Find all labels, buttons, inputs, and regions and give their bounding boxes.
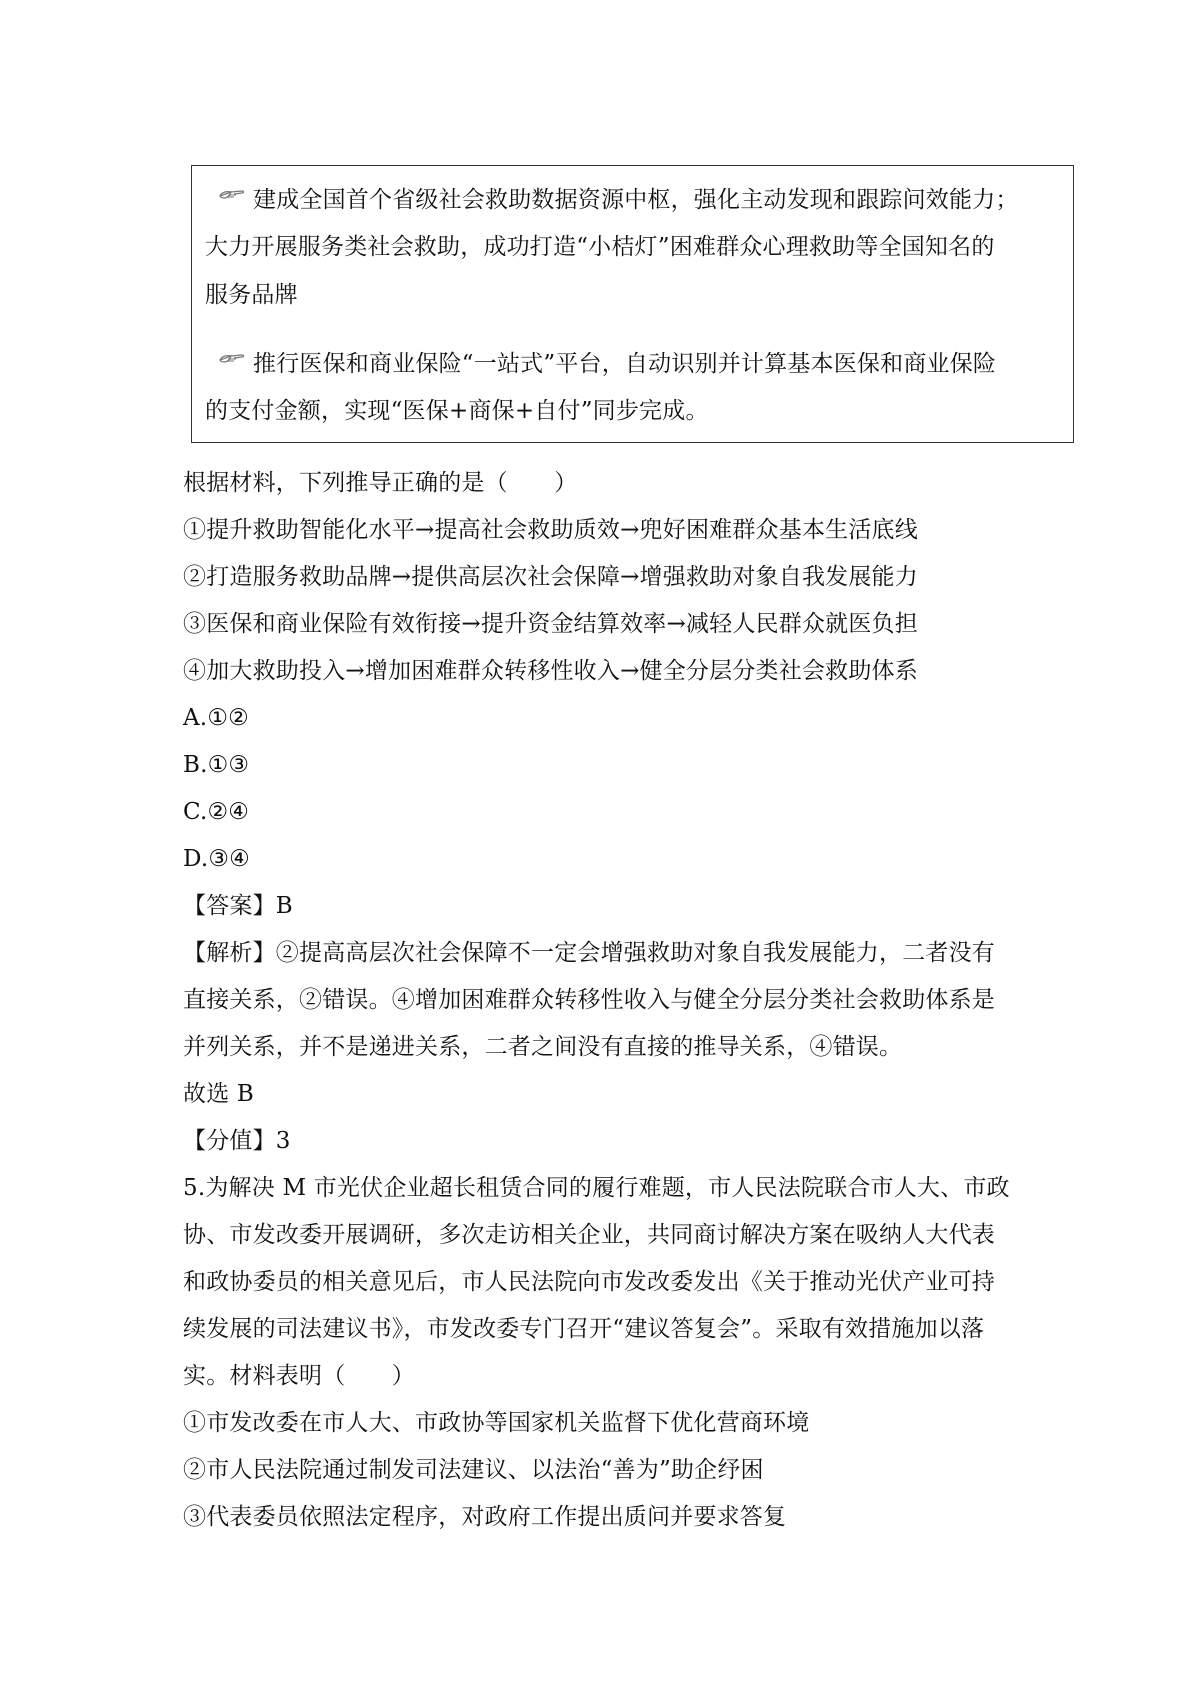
material-para1-line3: 服务品牌: [205, 282, 298, 308]
material-para2-line1: [205, 349, 996, 379]
q5-stem-line-5: 实。材料表明（ ）: [183, 1363, 415, 1389]
q4-option-d: D.③④: [183, 846, 250, 872]
q5-item-3: ③代表委员依照法定程序，对政府工作提出质问并要求答复: [183, 1504, 787, 1530]
q4-item-1: ①提升救助智能化水平→提高社会救助质效→兜好困难群众基本生活底线: [183, 517, 918, 543]
pointing-hand-icon: [219, 351, 245, 365]
q4-item-2: ②打造服务救助品牌→提供高层次社会保障→增强救助对象自我发展能力: [183, 564, 918, 590]
q5-stem-line-2: 协、市发改委开展调研，多次走访相关企业，共同商讨解决方案在吸纳人大代表: [183, 1222, 995, 1248]
material-box: [191, 165, 1074, 443]
q4-option-a: A.①②: [183, 705, 249, 731]
q4-score: 【分值】3: [183, 1128, 291, 1154]
q4-item-3: ③医保和商业保险有效衔接→提升资金结算效率→减轻人民群众就医负担: [183, 611, 918, 637]
q4-option-b: B.①③: [183, 752, 250, 778]
q4-conclusion: 故选 B: [183, 1081, 255, 1107]
q4-option-c: C.②④: [183, 799, 250, 825]
text: 建成全国首个省级社会救助数据资源中枢，强化主动发现和跟踪问效能力；: [253, 187, 1019, 213]
material-para1-line2: 大力开展服务类社会救助，成功打造“小桔灯”困难群众心理救助等全国知名的: [205, 234, 995, 260]
q4-analysis-line-3: 并列关系，并不是递进关系，二者之间没有直接的推导关系，④错误。: [183, 1034, 903, 1060]
q5-item-1: ①市发改委在市人大、市政协等国家机关监督下优化营商环境: [183, 1410, 810, 1436]
q4-stem: 根据材料，下列推导正确的是（ ）: [183, 470, 578, 496]
q5-stem-line-3: 和政协委员的相关意见后，市人民法院向市发改委发出《关于推动光伏产业可持: [183, 1269, 995, 1295]
material-para2-line2: 的支付金额，实现“医保+商保+自付”同步完成。: [205, 398, 709, 424]
q4-analysis-line-2: 直接关系，②错误。④增加困难群众转移性收入与健全分层分类社会救助体系是: [183, 987, 995, 1013]
pointing-hand-icon: [219, 187, 245, 201]
q5-item-2: ②市人民法院通过制发司法建议、以法治“善为”助企纾困: [183, 1457, 764, 1483]
q5-stem-line-4: 续发展的司法建议书》，市发改委专门召开“建议答复会”。采取有效措施加以落: [183, 1316, 985, 1342]
q4-item-4: ④加大救助投入→增加困难群众转移性收入→健全分层分类社会救助体系: [183, 658, 918, 684]
material-para1-line1: [205, 185, 1019, 215]
q4-answer: 【答案】B: [183, 893, 293, 919]
q4-analysis-line-1: 【解析】②提高高层次社会保障不一定会增强救助对象自我发展能力，二者没有: [183, 940, 995, 966]
q5-stem-line-1: 5.为解决 M 市光伏企业超长租赁合同的履行难题，市人民法院联合市人大、市政: [183, 1175, 1010, 1201]
text: 推行医保和商业保险“一站式”平台，自动识别并计算基本医保和商业保险: [253, 351, 997, 377]
